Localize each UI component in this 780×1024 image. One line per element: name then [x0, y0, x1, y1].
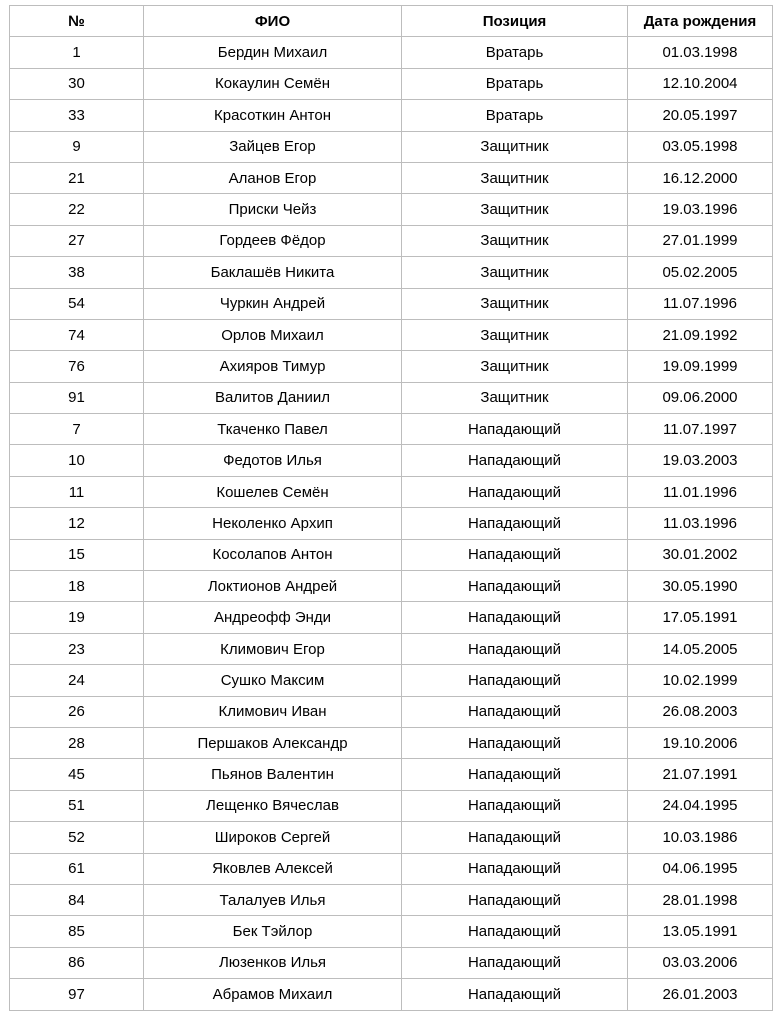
player-birth-date: 30.01.2002: [628, 539, 773, 570]
player-birth-date: 20.05.1997: [628, 100, 773, 131]
table-row: [10, 633, 773, 664]
player-number: 97: [10, 979, 144, 1010]
player-number: 23: [10, 633, 144, 664]
table-row: [10, 696, 773, 727]
table-row: [10, 508, 773, 539]
table-row: [10, 853, 773, 884]
player-birth-date: 27.01.1999: [628, 225, 773, 256]
table-row: [10, 68, 773, 99]
player-birth-date: 11.07.1997: [628, 414, 773, 445]
player-birth-date: 12.10.2004: [628, 68, 773, 99]
player-position: Защитник: [402, 162, 628, 193]
table-row: [10, 727, 773, 758]
player-number: 85: [10, 916, 144, 947]
player-name: Зайцев Егор: [144, 131, 402, 162]
player-position: Нападающий: [402, 476, 628, 507]
player-position: Нападающий: [402, 822, 628, 853]
table-row: [10, 979, 773, 1010]
player-position: Защитник: [402, 319, 628, 350]
table-row: [10, 351, 773, 382]
player-birth-date: 04.06.1995: [628, 853, 773, 884]
table-row: [10, 476, 773, 507]
table-row: [10, 602, 773, 633]
player-position: Нападающий: [402, 884, 628, 915]
player-position: Нападающий: [402, 445, 628, 476]
table-row: [10, 319, 773, 350]
table-row: [10, 37, 773, 68]
player-name: Кокаулин Семён: [144, 68, 402, 99]
player-number: 11: [10, 476, 144, 507]
player-position: Защитник: [402, 225, 628, 256]
player-birth-date: 11.01.1996: [628, 476, 773, 507]
player-birth-date: 17.05.1991: [628, 602, 773, 633]
player-name: Абрамов Михаил: [144, 979, 402, 1010]
player-name: Широков Сергей: [144, 822, 402, 853]
player-name: Пьянов Валентин: [144, 759, 402, 790]
player-name: Люзенков Илья: [144, 947, 402, 978]
player-number: 9: [10, 131, 144, 162]
player-name: Красоткин Антон: [144, 100, 402, 131]
player-number: 22: [10, 194, 144, 225]
player-position: Нападающий: [402, 508, 628, 539]
player-name: Косолапов Антон: [144, 539, 402, 570]
table-row: [10, 884, 773, 915]
player-name: Сушко Максим: [144, 665, 402, 696]
player-position: Защитник: [402, 382, 628, 413]
player-name: Аланов Егор: [144, 162, 402, 193]
player-name: Ткаченко Павел: [144, 414, 402, 445]
table-row: [10, 414, 773, 445]
table-row: [10, 194, 773, 225]
player-number: 54: [10, 288, 144, 319]
player-birth-date: 16.12.2000: [628, 162, 773, 193]
player-birth-date: 03.05.1998: [628, 131, 773, 162]
player-number: 52: [10, 822, 144, 853]
player-name: Лещенко Вячеслав: [144, 790, 402, 821]
player-number: 15: [10, 539, 144, 570]
player-birth-date: 10.03.1986: [628, 822, 773, 853]
table-row: [10, 822, 773, 853]
player-number: 1: [10, 37, 144, 68]
player-position: Вратарь: [402, 68, 628, 99]
player-birth-date: 21.09.1992: [628, 319, 773, 350]
player-position: Вратарь: [402, 100, 628, 131]
player-name: Климович Иван: [144, 696, 402, 727]
player-number: 24: [10, 665, 144, 696]
player-name: Федотов Илья: [144, 445, 402, 476]
player-birth-date: 09.06.2000: [628, 382, 773, 413]
table-row: [10, 131, 773, 162]
player-birth-date: 05.02.2005: [628, 257, 773, 288]
header-row: [10, 6, 773, 37]
player-name: Кошелев Семён: [144, 476, 402, 507]
player-position: Нападающий: [402, 916, 628, 947]
player-name: Приски Чейз: [144, 194, 402, 225]
player-number: 10: [10, 445, 144, 476]
roster-table-header: [10, 6, 773, 37]
player-position: Защитник: [402, 288, 628, 319]
player-birth-date: 24.04.1995: [628, 790, 773, 821]
player-number: 30: [10, 68, 144, 99]
table-row: [10, 162, 773, 193]
player-name: Гордеев Фёдор: [144, 225, 402, 256]
player-name: Баклашёв Никита: [144, 257, 402, 288]
player-position: Нападающий: [402, 759, 628, 790]
roster-table: [9, 5, 773, 1011]
player-birth-date: 10.02.1999: [628, 665, 773, 696]
player-number: 27: [10, 225, 144, 256]
player-number: 28: [10, 727, 144, 758]
player-birth-date: 19.09.1999: [628, 351, 773, 382]
player-position: Нападающий: [402, 727, 628, 758]
table-row: [10, 947, 773, 978]
player-number: 18: [10, 571, 144, 602]
table-row: [10, 665, 773, 696]
player-position: Нападающий: [402, 539, 628, 570]
roster-table-body: [10, 37, 773, 1010]
player-name: Валитов Даниил: [144, 382, 402, 413]
player-name: Бердин Михаил: [144, 37, 402, 68]
table-row: [10, 288, 773, 319]
player-position: Защитник: [402, 131, 628, 162]
player-birth-date: 28.01.1998: [628, 884, 773, 915]
player-birth-date: 03.03.2006: [628, 947, 773, 978]
player-number: 74: [10, 319, 144, 350]
player-birth-date: 11.03.1996: [628, 508, 773, 539]
player-name: Орлов Михаил: [144, 319, 402, 350]
table-row: [10, 759, 773, 790]
player-position: Нападающий: [402, 633, 628, 664]
player-number: 51: [10, 790, 144, 821]
player-position: Защитник: [402, 257, 628, 288]
player-birth-date: 19.03.1996: [628, 194, 773, 225]
player-birth-date: 26.01.2003: [628, 979, 773, 1010]
player-number: 86: [10, 947, 144, 978]
player-position: Нападающий: [402, 602, 628, 633]
header-number: №: [10, 6, 144, 37]
player-number: 7: [10, 414, 144, 445]
header-position: Позиция: [402, 6, 628, 37]
player-birth-date: 01.03.1998: [628, 37, 773, 68]
player-name: Андреофф Энди: [144, 602, 402, 633]
player-name: Неколенко Архип: [144, 508, 402, 539]
player-number: 12: [10, 508, 144, 539]
player-number: 33: [10, 100, 144, 131]
player-position: Нападающий: [402, 947, 628, 978]
table-row: [10, 790, 773, 821]
player-birth-date: 13.05.1991: [628, 916, 773, 947]
player-number: 61: [10, 853, 144, 884]
player-birth-date: 14.05.2005: [628, 633, 773, 664]
table-row: [10, 225, 773, 256]
player-birth-date: 19.03.2003: [628, 445, 773, 476]
player-number: 91: [10, 382, 144, 413]
player-birth-date: 26.08.2003: [628, 696, 773, 727]
table-row: [10, 382, 773, 413]
player-name: Яковлев Алексей: [144, 853, 402, 884]
player-birth-date: 21.07.1991: [628, 759, 773, 790]
header-full-name: ФИО: [144, 6, 402, 37]
player-name: Першаков Александр: [144, 727, 402, 758]
player-birth-date: 11.07.1996: [628, 288, 773, 319]
player-name: Талалуев Илья: [144, 884, 402, 915]
table-row: [10, 100, 773, 131]
player-name: Климович Егор: [144, 633, 402, 664]
table-row: [10, 571, 773, 602]
player-number: 21: [10, 162, 144, 193]
player-position: Нападающий: [402, 696, 628, 727]
player-position: Нападающий: [402, 853, 628, 884]
player-name: Бек Тэйлор: [144, 916, 402, 947]
player-position: Нападающий: [402, 571, 628, 602]
player-number: 19: [10, 602, 144, 633]
player-name: Ахияров Тимур: [144, 351, 402, 382]
player-number: 38: [10, 257, 144, 288]
table-row: [10, 445, 773, 476]
table-row: [10, 257, 773, 288]
table-row: [10, 539, 773, 570]
player-number: 76: [10, 351, 144, 382]
player-birth-date: 19.10.2006: [628, 727, 773, 758]
player-position: Защитник: [402, 351, 628, 382]
player-name: Чуркин Андрей: [144, 288, 402, 319]
player-name: Локтионов Андрей: [144, 571, 402, 602]
header-birth-date: Дата рождения: [628, 6, 773, 37]
table-row: [10, 916, 773, 947]
player-number: 84: [10, 884, 144, 915]
player-position: Нападающий: [402, 665, 628, 696]
player-position: Нападающий: [402, 414, 628, 445]
player-position: Нападающий: [402, 979, 628, 1010]
player-position: Нападающий: [402, 790, 628, 821]
player-number: 45: [10, 759, 144, 790]
player-birth-date: 30.05.1990: [628, 571, 773, 602]
player-position: Вратарь: [402, 37, 628, 68]
player-position: Защитник: [402, 194, 628, 225]
player-number: 26: [10, 696, 144, 727]
